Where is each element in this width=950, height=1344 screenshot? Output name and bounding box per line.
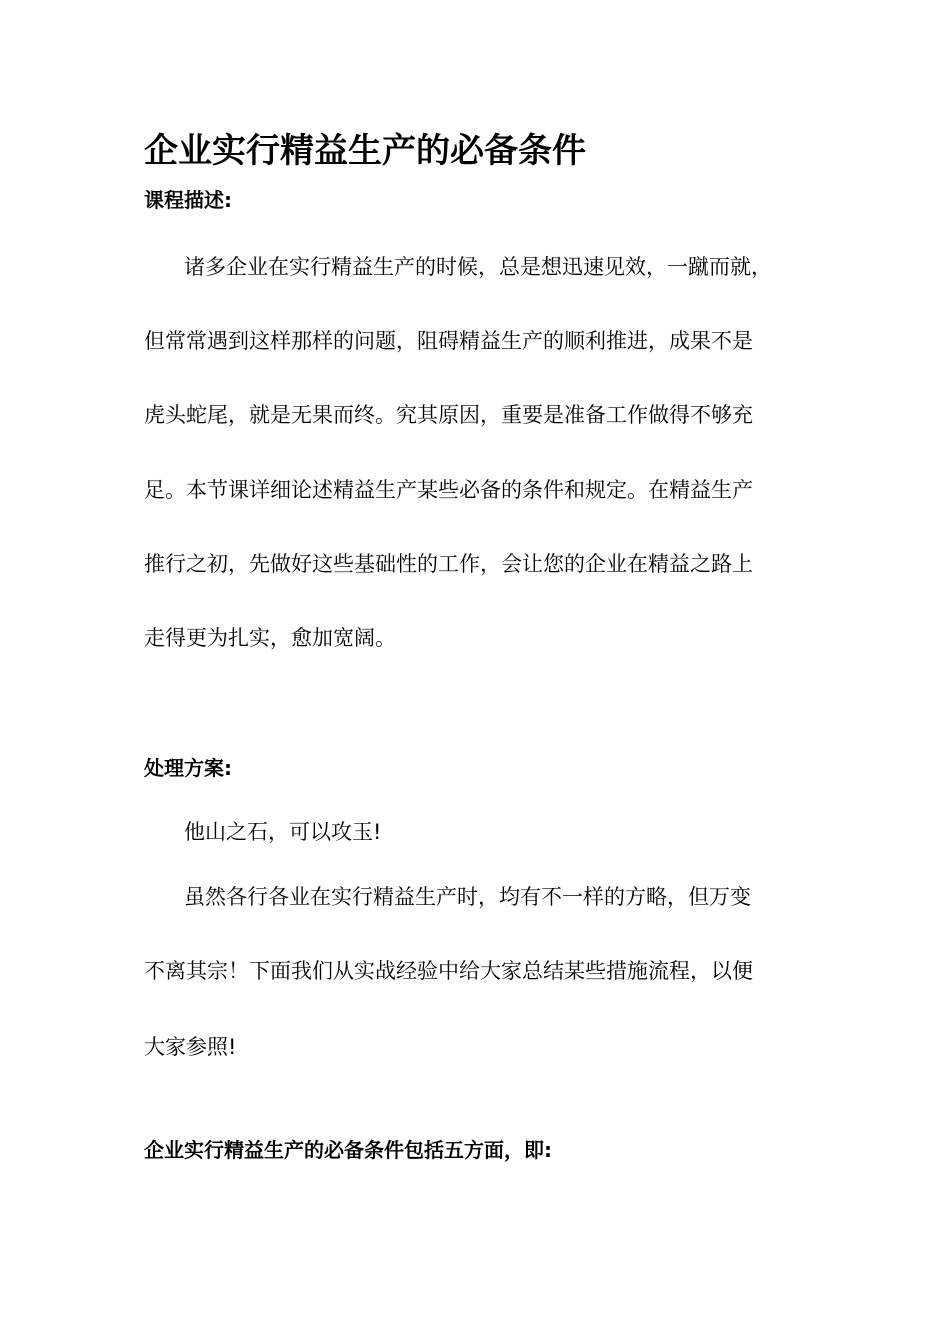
five-aspects-heading: 企业实行精益生产的必备条件包括五方面，即: [144,1138,552,1162]
solution-line: 虽然各行各业在实行精益生产时，均有不一样的方略，但万变 [184,885,751,909]
solution-line: 大家参照! [144,1035,237,1059]
solution-label: 处理方案: [144,756,232,780]
description-line: 走得更为扎实，愈加宽阔。 [144,626,396,650]
description-line: 诸多企业在实行精益生产的时候，总是想迅速见效，一蹴而就， [184,255,772,279]
description-line: 虎头蛇尾，就是无果而终。究其原因，重要是准备工作做得不够充 [144,403,753,427]
document-title: 企业实行精益生产的必备条件 [144,131,586,171]
description-line: 足。本节课详细论述精益生产某些必备的条件和规定。在精益生产 [144,478,753,502]
solution-line: 不离其宗！下面我们从实战经验中给大家总结某些措施流程，以便 [144,959,753,983]
description-line: 但常常遇到这样那样的问题，阻碍精益生产的顺利推进，成果不是 [144,329,753,353]
description-line: 推行之初，先做好这些基础性的工作，会让您的企业在精益之路上 [144,552,753,576]
course-description-label: 课程描述: [144,188,232,212]
solution-intro: 他山之石，可以攻玉! [184,820,382,844]
